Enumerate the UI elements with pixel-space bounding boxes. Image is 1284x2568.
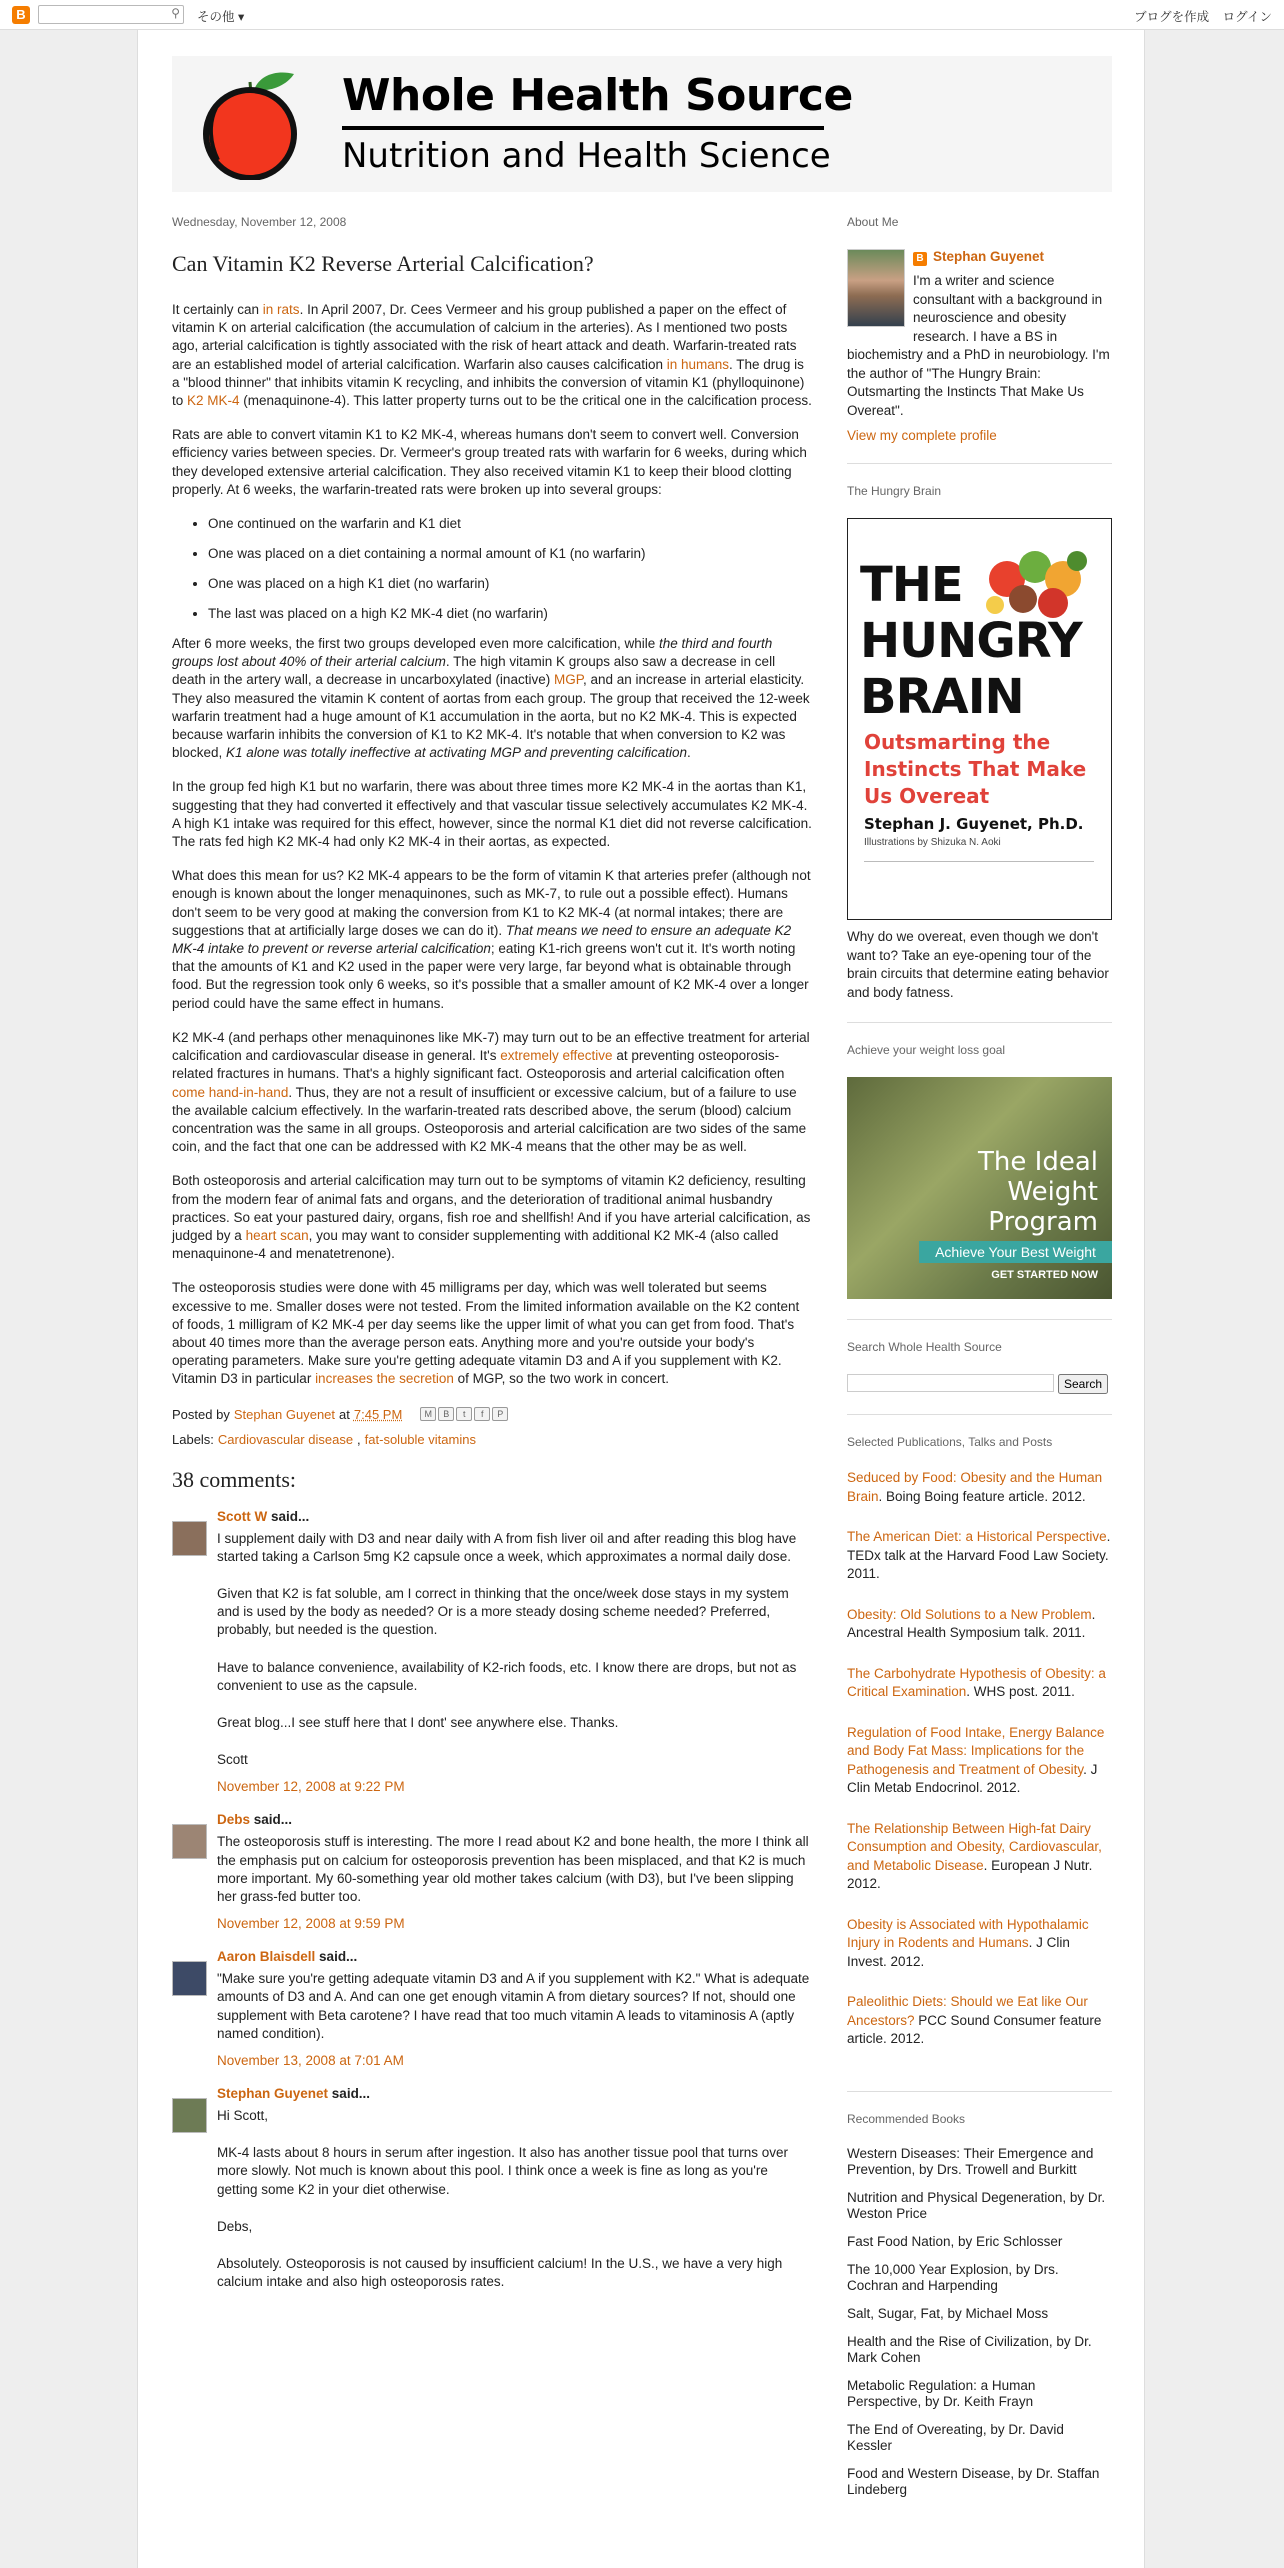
publication-link[interactable]: The Relationship Between High-fat Dairy Consumption and Obesity, Cardiovascular, and Metabolic Disease [847,1820,1102,1873]
profile [847,249,1112,443]
widget-title: About Me [847,215,899,229]
navbar-right [1124,7,1272,25]
list-item: Food and Western Disease, by Dr. Staffan Lindeberg [847,2465,1100,2497]
comment-author: Aaron Blaisdell said... [217,1949,358,1965]
sidebar [847,215,1112,2510]
comment [172,2086,812,2291]
comment [172,1509,812,1795]
blog-title[interactable]: Whole Health Source [342,70,853,121]
list-item: Nutrition and Physical Degeneration, by Dr. Weston Price [847,2189,1106,2221]
comment-author-link[interactable]: Aaron Blaisdell [217,1949,316,1965]
more-menu[interactable] [197,7,244,25]
comment-body: "Make sure you're getting adequate vitamin D3 and A if you supplement with K2." What is adequate amounts of D3 and A. And can one get enough vitamin A from dietary sources? If not, should one supplement with Beta carotene? I have read that too much vitamin A leads to vitaminosis A (aptly named condition). [217,1971,810,2041]
blogger-logo-icon[interactable]: B [12,6,30,24]
share-buttons [420,1407,508,1421]
list-item: The Carbohydrate Hypothesis of Obesity: a Critical Examination. WHS post. 2011. [847,1665,1106,1699]
comment-author: Scott W said... [217,1508,310,1524]
post-paragraph: K2 MK-4 (and perhaps other menaquinones like MK-7) may turn out to be an effective treatment for arterial calcification and cardiovascular disease in general. It's extremely effective at preventing osteoporosis-related fractures in humans. That's a highly significant fact. Osteoporosis and arterial calcification often come hand-in-hand. Thus, they are not a result of insufficient or excessive calcium, but of a failure to use the available calcium effectively. In the warfarin-treated rats described above, the serum (blood) calcium concentration was the same in all groups. Osteoporosis and arterial calcification are two sides of the same coin, and the fact that one can be addressed with K2 MK-4 means that the other may be as well. [172,1029,810,1155]
hand-in-hand-link[interactable]: come hand-in-hand [172,1084,289,1100]
get-started-button[interactable]: GET STARTED NOW [991,1269,1098,1281]
profile-name[interactable]: B Stephan Guyenet [847,249,1112,266]
post-body [172,301,812,1389]
list-item: • One continued on the warfarin and K1 diet [208,515,812,533]
comment [172,1949,812,2068]
comment-body: Hi Scott, MK-4 lasts about 8 hours in serum after ingestion. It also has another tissue pool that turns over more slowly. Not much is known about this pool. I think once a week is fine as long as you're getting some K2 in your diet otherwise. Debs, Absolutely. Osteoporosis is not caused by insufficient calcium! In the U.S., we have a very high calcium intake and also high osteoporosis rates. [217,2108,789,2290]
list-item: • The last was placed on a high K2 MK-4 diet (no warfarin) [208,605,812,623]
main-column [172,215,812,2309]
publication-link[interactable]: Seduced by Food: Obesity and the Human Brain [847,1470,1103,1504]
k2-mk4-link[interactable]: K2 MK-4 [187,393,240,409]
list-item: Seduced by Food: Obesity and the Human Brain. Boing Boing feature article. 2012. [847,1470,1103,1504]
weight-program-banner[interactable] [847,1077,1112,1299]
banner-headline: The Ideal Weight Program [978,1147,1098,1237]
twitter-share-icon[interactable]: t [456,1407,472,1421]
book-widget [847,484,1112,1023]
search-button[interactable]: Search [1058,1374,1108,1394]
banner-bar: Achieve Your Best Weight [919,1241,1112,1263]
list-item: Regulation of Food Intake, Energy Balance and Body Fat Mass: Implications for the Pathogenesis and Treatment of Obesity. J Clin Metab Endocrinol. 2012. [847,1724,1105,1795]
list-item: Obesity: Old Solutions to a New Problem. Ancestral Health Symposium talk. 2011. [847,1606,1096,1640]
book-subtitle-text: Outsmarting the Instincts That Make Us Overeat [864,730,1087,808]
blog-subtitle: Nutrition and Health Science [342,136,831,176]
title-divider [342,126,824,130]
publication-link[interactable]: The Carbohydrate Hypothesis of Obesity: a Critical Examination [847,1665,1106,1699]
widget-title: Search Whole Health Source [847,1340,1002,1354]
comment-timestamp-link[interactable]: November 13, 2008 at 7:01 AM [217,2053,404,2068]
books-widget [847,2112,1112,2498]
profile-bio: I'm a writer and science consultant with a background in neuroscience and obesity research. I have a BS in biochemistry and a PhD in neurobiology. I'm the author of "The Hungry Brain: Outsmarting the Instincts That Make Us Overeat". [847,273,1110,418]
widget-title: The Hungry Brain [847,484,942,498]
post-meta: Posted by Stephan Guyenet at 7:45 PM M B t f P [172,1407,812,1422]
list-item: The American Diet: a Historical Perspective. TEDx talk at the Harvard Food Law Society. 2011. [847,1529,1111,1581]
post-footer [172,1407,812,1447]
book-author-text: Stephan J. Guyenet, Ph.D. [864,815,1084,833]
list-item: Obesity is Associated with Hypothalamic Injury in Rodents and Humans. J Clin Invest. 2012. [847,1916,1089,1969]
widget-title: Selected Publications, Talks and Posts [847,1435,1053,1449]
comment-timestamp-link[interactable]: November 12, 2008 at 9:22 PM [217,1779,405,1795]
post-labels: Labels: Cardiovascular disease , fat-soluble vitamins [172,1431,476,1447]
login-link[interactable]: ログイン [1222,10,1272,24]
book-cover-image[interactable] [847,518,1112,920]
publication-link[interactable]: Paleolithic Diets: Should we Eat like Our Ancestors? [847,1994,1088,2028]
post-paragraph: What does this mean for us? K2 MK-4 appears to be the form of vitamin K that arteries prefer (although not enough is known about the longer menaquinones, such as MK-7, to rule out a possible effect). Humans don't seem to be very good at making the conversion from K1 to K2 MK-4 (at normal intakes; there are suggestions that at artificially large doses we can do it). That means we need to ensure an adequate K2 MK-4 intake to prevent or reverse arterial calcification; eating K1-rich greens won't cut it. It's worth noting that the amounts of K1 and K2 used in the paper were very large, far beyond what is obtainable through food. But the regression took only 6 weeks, so it's possible that a smaller amount of K2 MK-4 over a longer period could have the same effect in humans. [172,868,811,1011]
publications-widget [847,1435,1112,2092]
blogger-navbar [0,0,1284,30]
widget-title: Achieve your weight loss goal [847,1043,1006,1057]
post-time-link[interactable]: 7:45 PM [353,1406,403,1422]
post-author-link[interactable]: Stephan Guyenet [233,1406,336,1422]
mgp-link[interactable]: MGP [553,672,583,688]
post-paragraph: In the group fed high K1 but no warfarin, there was about three times more K2 MK-4 in the aortas than K1, suggesting that they had converted it effectively and that vascular tissue selectively accumulates K2 MK-4. A high K1 intake was required for this effect, however, since the normal K1 diet did not reverse calcification. The rats fed high K2 MK-4 had only K2 MK-4 in their aortas, as expected. [172,779,812,850]
search-input[interactable] [847,1374,1054,1392]
blogthis-share-icon[interactable]: B [438,1407,454,1421]
post-paragraph: The osteoporosis studies were done with 45 milligrams per day, which was well tolerated but seems excessive to me. Smaller doses were not tested. From the limited information available on the K2 content of foods, 1 milligram of K2 MK-4 per day seems like the upper limit of what you can get from food. That's about 40 times more than the average person eats. Anything more and you're outside your body's operating parameters. Make sure you're getting adequate vitamin D3 and A if you supplement with K2. Vitamin D3 in particular increases the secretion of MGP, so the two work in concert. [172,1280,800,1387]
label-link[interactable]: fat-soluble vitamins [364,1431,476,1447]
navbar-search-input[interactable] [38,5,184,24]
create-blog-link[interactable]: ブログを作成 [1134,10,1210,24]
blogger-icon: B [913,252,927,266]
list-item: Metabolic Regulation: a Human Perspective, by Dr. Keith Frayn [847,2377,1036,2409]
post-paragraph: It certainly can in rats. In April 2007, Dr. Cees Vermeer and his group published a paper on the effect of vitamin K on arterial calcification (the accumulation of calcium in the arteries). As I mentioned two posts ago, arterial calcification is tightly associated with the risk of heart attack and death. Warfarin-treated rats are an established model of arterial calcification. Warfarin also causes calcification in humans. The drug is a "blood thinner" that inhibits vitamin K recycling, and inhibits the conversion of vitamin K1 (phylloquinone) to K2 MK-4 (menaquinone-4). This latter property turns out to be the critical one in the calcification process. [172,302,812,409]
list-item: Salt, Sugar, Fat, by Michael Moss [847,2305,1049,2321]
list-item: Paleolithic Diets: Should we Eat like Our Ancestors? PCC Sound Consumer feature article. 2012. [847,1994,1102,2046]
search-row [847,1374,1112,1394]
label-link[interactable]: Cardiovascular disease [217,1431,354,1447]
apple-logo-icon [196,68,306,180]
post-paragraph: Rats are able to convert vitamin K1 to K2 MK-4, whereas humans don't seem to convert well. Conversion efficiency varies between species. Dr. Vermeer's group treated rats with warfarin for 6 weeks, during which they developed extensive arterial calcification. They also received vitamin K1 to keep their blood clotting properly. At 6 weeks, the warfarin-treated rats were broken up into several groups: [172,427,807,497]
comment [172,1812,812,1931]
list-item: • One was placed on a high K1 diet (no warfarin) [208,575,812,593]
book-caption: Why do we overeat, even though we don't want to? Take an eye-opening tour of the brain circuits that determine eating behavior and body fatness. [847,929,1109,1000]
profile-photo[interactable] [847,249,905,327]
about-me-widget [847,215,1112,464]
book-blurb [864,861,1094,897]
view-profile-link[interactable]: View my complete profile [847,428,997,443]
comment-author: Stephan Guyenet said... [217,2086,371,2101]
list-item: Western Diseases: Their Emergence and Prevention, by Drs. Trowell and Burkitt [847,2145,1094,2177]
extremely-effective-link[interactable]: extremely effective [500,1048,613,1064]
publication-link[interactable]: Regulation of Food Intake, Energy Balance and Body Fat Mass: Implications for the Pathogenesis and Treatment of Obesity [847,1724,1105,1777]
in-humans-link[interactable]: in humans [666,356,730,372]
comment-timestamp-link[interactable]: November 12, 2008 at 9:59 PM [217,1916,405,1932]
comments-heading: 38 comments: [172,1466,297,1492]
in-rats-link[interactable]: in rats [262,302,300,317]
comment-author: Debs said... [217,1812,293,1828]
search-widget [847,1340,1112,1415]
list-item: The Relationship Between High-fat Dairy Consumption and Obesity, Cardiovascular, and Metabolic Disease. European J Nutr. 2012. [847,1820,1102,1891]
avatar[interactable] [172,1961,207,1996]
facebook-share-icon[interactable]: f [474,1407,490,1421]
list-item: • One was placed on a diet containing a normal amount of K1 (no warfarin) [208,545,812,563]
comment-author-link[interactable]: Stephan Guyenet [217,2086,329,2101]
comment-author-link[interactable]: Scott W [217,1508,268,1524]
search-icon[interactable]: ⚲ [171,6,180,20]
widget-title: Recommended Books [847,2111,966,2126]
pinterest-share-icon[interactable]: P [492,1407,508,1421]
book-illustrator-text: Illustrations by Shizuka N. Aoki [864,837,1001,848]
avatar[interactable] [172,1824,207,1859]
email-share-icon[interactable]: M [420,1407,436,1421]
avatar[interactable] [172,1521,207,1556]
list-item: The 10,000 Year Explosion, by Drs. Cochran and Harpending [847,2261,1059,2293]
post-date: Wednesday, November 12, 2008 [172,215,347,229]
post-paragraph: After 6 more weeks, the first two groups developed even more calcification, while the third and fourth groups lost about 40% of their arterial calcium. The high vitamin K groups also saw a decrease in cell death in the artery wall, a decrease in uncarboxylated (inactive) MGP, and an increase in arterial elasticity. They also measured the vitamin K content of aortas from each group. The group that received the 12-week warfarin treatment had a huge amount of K1 accumulation in the aorta, but no K2 MK-4. This is expected because warfarin inhibits the conversion of K1 to K2 MK-4. It's notable that when conversion to K2 was blocked, K1 alone was totally ineffective at activating MGP and preventing calcification. [172,636,810,761]
comment-author-link[interactable]: Debs [217,1812,251,1828]
book-title-text: THE HUNGRY BRAIN [860,557,1082,725]
groups-list [172,515,812,623]
increases-secretion-link[interactable]: increases the secretion [315,1371,454,1387]
more-label[interactable]: その他 [197,10,235,24]
weight-widget [847,1043,1112,1320]
publication-link[interactable]: Obesity is Associated with Hypothalamic Injury in Rodents and Humans [847,1916,1089,1950]
publication-link[interactable]: The American Diet: a Historical Perspective [847,1529,1107,1544]
heart-scan-link[interactable]: heart scan [245,1227,309,1243]
comment-body: I supplement daily with D3 and near daily with A from fish liver oil and after reading this blog have started taking a Carlson 5mg K2 capsule once a week, which approximates a normal daily dose. Given that K2 is fat soluble, am I correct in thinking that the once/week dose stays in my system and is used by the body as needed? Or is a more steady dosing scheme needed? Preferred, probably, but needed is the question. Have to balance convenience, availability of K2-rich foods, etc. I know there are drops, but not as convenient to use as the capsule. Great blog...I see stuff here that I dont' see anywhere else. Thanks. Scott [217,1530,797,1768]
blog-header[interactable] [172,56,1112,192]
list-item: Health and the Rise of Civilization, by Dr. Mark Cohen [847,2333,1092,2365]
publication-link[interactable]: Obesity: Old Solutions to a New Problem [847,1606,1092,1622]
list-item: Fast Food Nation, by Eric Schlosser [847,2233,1063,2249]
list-item: The End of Overeating, by Dr. David Kessler [847,2421,1064,2453]
post-paragraph: Both osteoporosis and arterial calcification may turn out to be symptoms of vitamin K2 deficiency, resulting from the modern fear of animal fats and organs, and the deterioration of traditional animal husbandry practices. So eat your pastured dairy, organs, fish roe and shellfish! And if you have arterial calcification, as judged by a heart scan, you may want to consider supplementing with additional K2 MK-4 (also called menaquinone-4 and menatetrenone). [172,1173,811,1262]
comment-body: The osteoporosis stuff is interesting. The more I read about K2 and bone health, the more I think all the emphasis put on calcium for osteoporosis prevention has been misplaced, and that K2 is much more important. My 60-something year old mother takes calcium (with D3), but I've been slipping her grass-fed butter too. [217,1834,809,1904]
chevron-down-icon: ▾ [238,10,245,24]
post-title: Can Vitamin K2 Reverse Arterial Calcification? [172,251,594,276]
avatar[interactable] [172,2098,207,2133]
page-container [137,30,1145,2568]
